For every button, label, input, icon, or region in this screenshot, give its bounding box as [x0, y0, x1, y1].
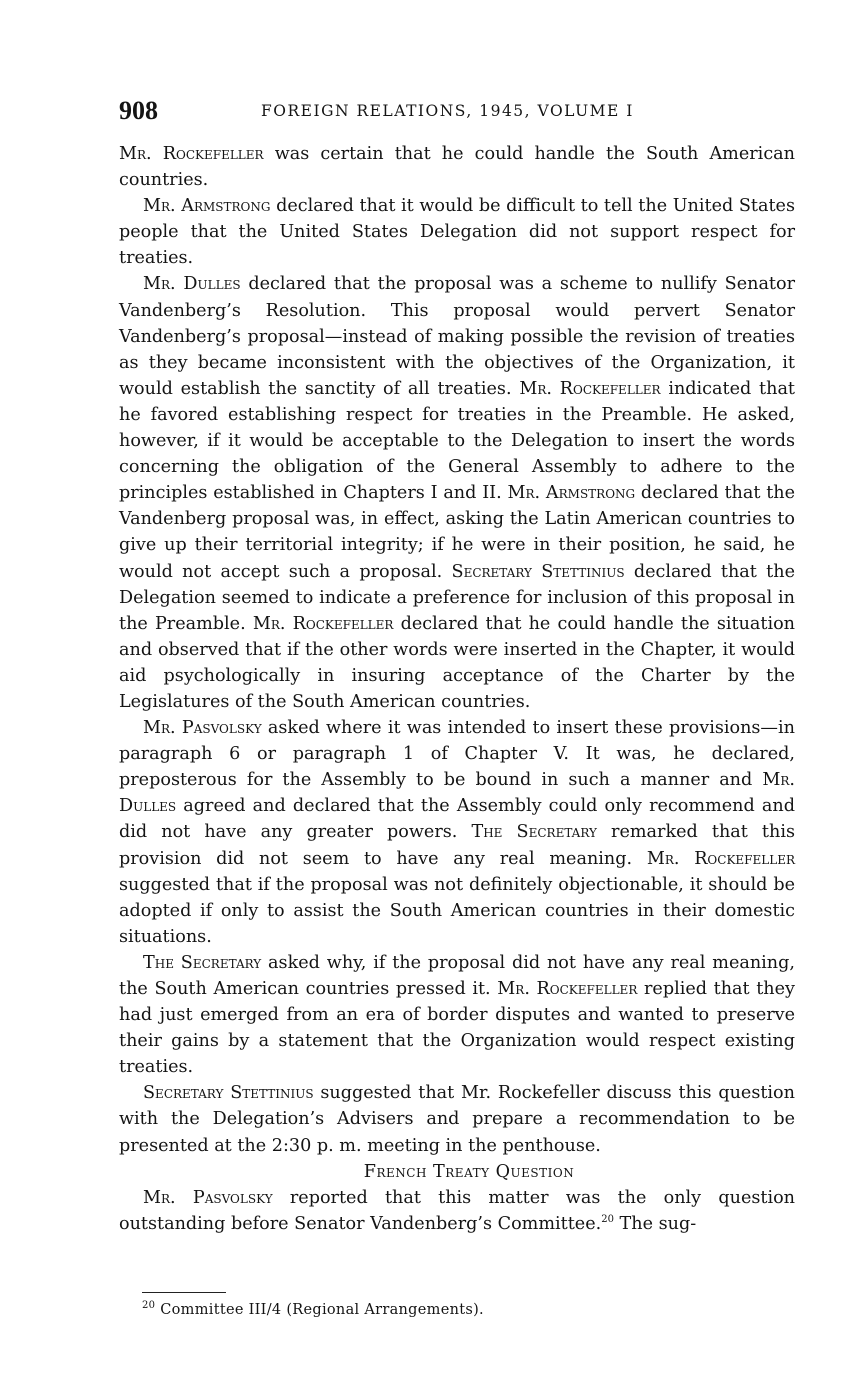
footnote-marker: 20	[142, 1300, 156, 1312]
paragraph	[119, 950, 795, 1080]
speaker-name: Mr. Rockefeller	[497, 979, 638, 999]
paragraph	[119, 715, 795, 950]
paragraph-text: declared that the proposal was a scheme to nullify Senator Vandenberg’s Resolution. This proposal would pervert Senator Vandenberg’s proposal—instead of making possible the revision of treaties as they became inconsistent with the objectives of the Organization, it would establish the sanctity of all treaties.	[119, 274, 796, 399]
paragraph-text: asked why, if the proposal did not have any real meaning, the South American countries pressed it.	[119, 952, 795, 999]
paragraph-text: replied that they had just emerged from an era of border disputes and wanted to preserve their gains by a statement that the Organization would respect existing treaties.	[119, 979, 795, 1078]
speaker-name: Mr. Rockefeller	[519, 378, 661, 399]
speaker-name: Mr. Dulles	[143, 274, 241, 295]
paragraph-text: agreed and declared that the Assembly could only recommend and did not have any greater powers.	[119, 796, 795, 843]
footnote-reference[interactable]: 20	[601, 1213, 614, 1225]
speaker-name: Mr. Dulles	[119, 770, 795, 817]
paragraph-text: asked where it was intended to insert these provisions—in paragraph 6 or paragraph 1 of Chapter V. It was, he declared, preposterous for the Assembly to be bound in such a manner and	[119, 718, 795, 791]
paragraph-text: reported that this matter was the only question outstanding before Senator Vandenberg’s Committee.	[119, 1187, 795, 1234]
paragraph-text: suggested that Mr. Rockefeller discuss this question with the Delegation’s Advisers and prepare a recommendation to be presented at the 2:30 p. m. meeting in the penthouse.	[119, 1083, 795, 1156]
speaker-name: Mr. Rockefeller	[646, 848, 795, 869]
speaker-name: The Secretary	[471, 822, 597, 843]
paragraph-text: declared that it would be difficult to tell the United States people that the United States Delegation did not support respect for treaties.	[119, 196, 795, 269]
footnote	[142, 1302, 484, 1318]
paragraph-text: The sug-	[613, 1213, 697, 1234]
speaker-name: The Secretary	[143, 952, 262, 973]
speaker-name: Mr. Rockefeller	[252, 613, 394, 634]
page-header	[119, 96, 799, 126]
running-head: FOREIGN RELATIONS, 1945, VOLUME I	[261, 102, 634, 120]
footnote-text: Committee III/4 (Regional Arrangements).	[155, 1302, 484, 1318]
paragraph	[119, 1080, 795, 1158]
section-heading: French Treaty Question	[363, 1161, 575, 1182]
paragraph	[119, 193, 795, 271]
paragraph-text: indicated that he favored establishing respect for treaties in the Preamble. He asked, however, if it would be acceptable to the Delegation to insert the words concerning the obligation of the General Assembly to adhere to the principles established in Chapters I and II.	[119, 378, 795, 504]
body-text	[119, 141, 795, 1237]
speaker-name: Mr. Pasvolsky	[143, 718, 262, 739]
paragraph-text: was certain that he could handle the South American countries.	[119, 144, 795, 191]
paragraph-text: suggested that if the proposal was not definitely objectionable, it should be adopted if only to assist the South American countries in their domestic situations.	[119, 874, 795, 947]
paragraph	[119, 1185, 795, 1237]
speaker-name: Mr. Armstrong	[507, 483, 636, 504]
speaker-name: Mr. Pasvolsky	[143, 1187, 273, 1208]
paragraph-text: declared that he could handle the situation and observed that if the other words were inserted in the Chapter, it would aid psychologically in insuring acceptance of the Charter by the Legislatures of the South American countries.	[119, 613, 796, 712]
page-number: 908	[119, 96, 158, 125]
paragraph-text: declared that the Vandenberg proposal was, in effect, asking the Latin American countries to give up their territorial integrity; if he were in their position, he said, he would not accept such a proposal.	[119, 483, 796, 582]
speaker-name: Mr. Armstrong	[143, 196, 271, 217]
speaker-name: Secretary Stettinius	[451, 561, 625, 582]
paragraph	[119, 271, 795, 715]
footnote-divider	[142, 1292, 226, 1293]
paragraph	[119, 141, 795, 193]
speaker-name: Mr. Rockefeller	[119, 144, 264, 164]
paragraph-text: remarked that this provision did not seem to have any real meaning.	[119, 822, 795, 869]
speaker-name: Secretary Stettinius	[143, 1083, 314, 1104]
paragraph-text: declared that the Delegation seemed to indicate a preference for inclusion of this proposal in the Preamble.	[119, 561, 795, 634]
